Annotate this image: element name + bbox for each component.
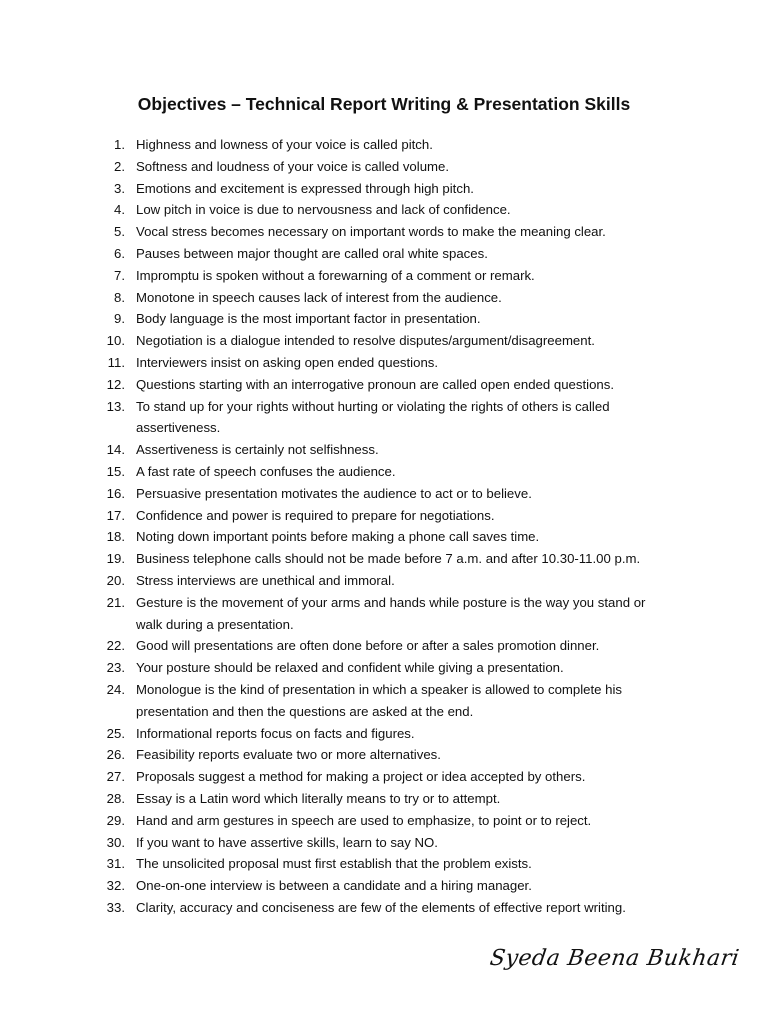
list-item-number: 13. — [106, 398, 125, 414]
list-item-number: 12. — [106, 376, 125, 392]
list-item-text: walk during a presentation. — [136, 616, 294, 632]
list-item — [0, 221, 768, 243]
list-item — [0, 744, 768, 766]
list-item-text: Impromptu is spoken without a forewarning of a comment or remark. — [136, 267, 535, 283]
list-item — [0, 832, 768, 854]
list-item — [0, 134, 768, 156]
list-item-number: 32. — [106, 878, 125, 894]
list-item — [0, 526, 768, 548]
list-item-text: Monologue is the kind of presentation in which a speaker is allowed to complete his — [136, 681, 623, 697]
list-item-number: 26. — [106, 747, 125, 763]
list-item-text: Good will presentations are often done before or after a sales promotion dinner. — [136, 638, 600, 654]
list-item — [0, 330, 768, 352]
list-item — [0, 810, 768, 832]
list-item-text: Vocal stress becomes necessary on important words to make the meaning clear. — [136, 224, 606, 240]
list-item — [0, 287, 768, 309]
list-item-text: Assertiveness is certainly not selfishness. — [136, 442, 379, 458]
list-item-text: Softness and loudness of your voice is called volume. — [136, 158, 450, 174]
list-item — [0, 548, 768, 570]
list-item-text: To stand up for your rights without hurting or violating the rights of others is called — [136, 398, 610, 414]
list-item-number: 2. — [114, 158, 125, 174]
list-item-text: One-on-one interview is between a candidate and a hiring manager. — [136, 878, 532, 894]
list-item — [0, 679, 768, 723]
list-item-number: 14. — [106, 442, 125, 458]
list-item — [0, 199, 768, 221]
list-item-number: 33. — [106, 899, 125, 915]
list-item — [0, 396, 768, 440]
list-item-number: 18. — [106, 529, 125, 545]
list-item — [0, 483, 768, 505]
list-item-text: Noting down important points before making a phone call saves time. — [136, 529, 540, 545]
list-item-text: Body language is the most important factor in presentation. — [136, 311, 481, 327]
list-item — [0, 505, 768, 527]
list-item-text: presentation and then the questions are asked at the end. — [136, 703, 474, 719]
page-title: Objectives – Technical Report Writing & Presentation Skills — [137, 94, 631, 114]
list-item-text: Persuasive presentation motivates the audience to act or to believe. — [136, 485, 532, 501]
list-item-number: 1. — [114, 137, 125, 152]
list-item-text: Gesture is the movement of your arms and hands while posture is the way you stand or — [136, 594, 646, 610]
list-item-text: A fast rate of speech confuses the audience. — [136, 463, 396, 479]
list-item-number: 7. — [114, 267, 125, 283]
list-item-number: 5. — [114, 224, 125, 240]
list-item-text: Hand and arm gestures in speech are used to emphasize, to point or to reject. — [136, 812, 592, 828]
list-item — [0, 570, 768, 592]
list-item-text: Essay is a Latin word which literally means to try or to attempt. — [136, 790, 501, 806]
list-item — [0, 156, 768, 178]
list-item-number: 21. — [106, 594, 125, 610]
list-item-number: 6. — [114, 245, 125, 261]
list-item-text: Informational reports focus on facts and figures. — [136, 725, 415, 741]
list-item-number: 17. — [106, 507, 125, 523]
list-item — [0, 657, 768, 679]
objectives-list — [0, 134, 768, 919]
list-item-number: 23. — [106, 660, 125, 676]
list-item-number: 11. — [107, 354, 125, 370]
list-item — [0, 723, 768, 745]
list-item — [0, 308, 768, 330]
list-item — [0, 243, 768, 265]
list-item — [0, 635, 768, 657]
list-item — [0, 439, 768, 461]
list-item-text: Your posture should be relaxed and confident while giving a presentation. — [136, 660, 564, 676]
list-item-number: 25. — [106, 725, 125, 741]
list-item-number: 30. — [106, 834, 125, 850]
list-item — [0, 897, 768, 919]
list-item-number: 15. — [106, 463, 125, 479]
list-item-text: assertiveness. — [136, 420, 221, 436]
list-item — [0, 875, 768, 897]
list-item-text: Emotions and excitement is expressed through high pitch. — [136, 180, 474, 196]
author-signature: Syeda Beena Bukhari — [488, 946, 741, 971]
list-item-text: Business telephone calls should not be made before 7 a.m. and after 10.30-11.00 p.m. — [136, 551, 641, 567]
list-item-text: Clarity, accuracy and conciseness are few of the elements of effective report writing. — [136, 899, 626, 915]
list-item-number: 8. — [114, 289, 125, 305]
list-item — [0, 374, 768, 396]
list-item-text: Monotone in speech causes lack of interest from the audience. — [136, 289, 502, 305]
list-item-number: 20. — [106, 572, 125, 588]
list-item-number: 16. — [106, 485, 125, 501]
list-item-text: If you want to have assertive skills, learn to say NO. — [136, 834, 438, 850]
list-item-text: Feasibility reports evaluate two or more alternatives. — [136, 747, 441, 763]
list-item-text: Negotiation is a dialogue intended to resolve disputes/argument/disagreement. — [136, 333, 595, 349]
list-item-text: Confidence and power is required to prepare for negotiations. — [136, 507, 495, 523]
list-item-text: Questions starting with an interrogative pronoun are called open ended questions. — [136, 376, 614, 392]
list-item-number: 3. — [114, 180, 125, 196]
list-item — [0, 352, 768, 374]
list-item-text: Interviewers insist on asking open ended questions. — [136, 354, 439, 370]
list-item-text: Proposals suggest a method for making a project or idea accepted by others. — [136, 769, 586, 785]
list-item-number: 4. — [114, 202, 125, 218]
list-item — [0, 265, 768, 287]
list-item — [0, 853, 768, 875]
list-item-text: The unsolicited proposal must first establish that the problem exists. — [136, 856, 532, 872]
list-item-text: Stress interviews are unethical and immoral. — [136, 572, 395, 588]
list-item — [0, 766, 768, 788]
list-item-number: 29. — [106, 812, 125, 828]
list-item-number: 27. — [106, 769, 125, 785]
list-item — [0, 592, 768, 636]
list-item-number: 31. — [106, 856, 125, 872]
list-item-number: 10. — [106, 333, 125, 349]
list-item — [0, 461, 768, 483]
list-item — [0, 178, 768, 200]
list-item-number: 24. — [106, 681, 125, 697]
list-item-number: 19. — [106, 551, 125, 567]
list-item — [0, 788, 768, 810]
list-item-number: 22. — [106, 638, 125, 654]
list-item-text: Low pitch in voice is due to nervousness and lack of confidence. — [136, 202, 511, 218]
list-item-text: Highness and lowness of your voice is called pitch. — [136, 137, 433, 152]
list-item-number: 28. — [106, 790, 125, 806]
list-item-text: Pauses between major thought are called oral white spaces. — [136, 245, 488, 261]
list-item-number: 9. — [114, 311, 125, 327]
